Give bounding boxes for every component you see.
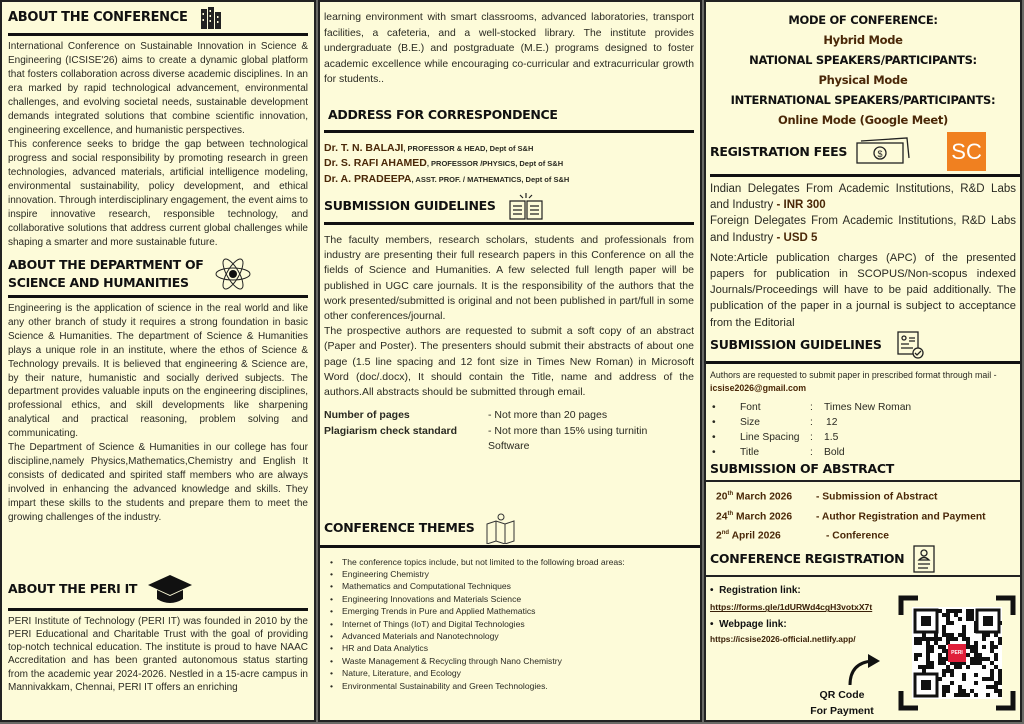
- paragraph: Engineering is the application of science in the real world and like any other branch of study it requires a strong foundation in basic Science & Humanities. The department of Science & Humanities plays a unique role in an institute, where the ethos of Science & Technology prevails. It is believed that engineering & Science are, by their nature, humanistic and socially derived subjects. The department provides valuable inputs on the engineering disciplines, professional ethics, and skill developments like sharpening analytical and practical reasoning, problem solving and communicating.: [8, 303, 308, 440]
- column-right: [704, 0, 1022, 722]
- about-conference-header: [8, 6, 308, 30]
- about-conference-text: [8, 40, 308, 250]
- column-middle: [318, 0, 702, 722]
- fee-amount: - INR 300: [776, 199, 826, 212]
- submission-header: [324, 191, 694, 221]
- svg-text:$: $: [877, 148, 883, 159]
- column-left: [0, 0, 316, 722]
- spec-row: [324, 424, 694, 455]
- format-label: Line Spacing: [740, 431, 800, 443]
- theme-item: • The conference topics include, but not limited to the following broad areas:: [330, 556, 694, 568]
- mode-label: NATIONAL SPEAKERS/PARTICIPANTS:: [749, 53, 977, 67]
- webpage-link-label: Webpage link:: [719, 619, 787, 631]
- map-icon: [484, 512, 518, 544]
- fee-text: Indian Delegates From Academic Institutions, R&D Labs and Industry: [710, 183, 1016, 212]
- fees-note: Note:Article publication charges (APC) of the presented papers for publication in SCOPUS/Non-scopus indexed Journals/Proceedings will have to be paid additionally. The publication of the paper in a journal is subject to acceptance from the Editorial: [710, 251, 1016, 329]
- date-row: [716, 525, 1016, 545]
- date-day: 2: [716, 530, 722, 542]
- curved-arrow-icon: [842, 651, 882, 687]
- building-icon: [198, 7, 224, 29]
- format-item: • Size : 12: [712, 416, 838, 428]
- qr-logo: PERI: [948, 644, 966, 662]
- theme-item: • Advanced Materials and Nanotechnology: [330, 630, 694, 642]
- divider: [324, 222, 694, 225]
- document-check-icon: [896, 331, 926, 359]
- sc-badge: SC: [947, 132, 986, 171]
- id-card-icon: [912, 545, 936, 573]
- heading-line: ABOUT THE DEPARTMENT OF: [8, 257, 204, 272]
- submission-heading: SUBMISSION GUIDELINES: [324, 198, 496, 213]
- format-item: • Font : Times New Roman: [712, 401, 912, 413]
- theme-item: • Nature, Literature, and Ecology: [330, 667, 694, 679]
- qr-caption-line: QR Code: [819, 689, 865, 702]
- divider: [320, 545, 700, 548]
- date-suffix: th: [727, 490, 734, 497]
- contact-role: , PROFESSOR /PHYSICS, Dept of S&H: [426, 159, 564, 168]
- registration-area: [710, 577, 1016, 716]
- about-department-text: [8, 302, 308, 525]
- money-icon: [855, 137, 911, 167]
- spec-value: - Not more than 15% using turnitin Software: [488, 424, 648, 453]
- paragraph: International Conference on Sustainable Innovation in Science & Engineering (ICSISE'26) aims to create a dynamic global platform that fosters collaboration across diverse academic disciplines. In an era marked by rapid technological advancement, environmental challenges, and evolving societal needs, sustainable development demands integrated solutions that combine scientific innovation, engineering excellence, and humanistic perspectives.: [8, 41, 308, 136]
- format-list: [710, 400, 1016, 460]
- themes-header: [324, 512, 694, 544]
- spec-label: Plagiarism check standard: [324, 424, 458, 437]
- format-label: Title: [740, 446, 760, 458]
- divider: [706, 361, 1020, 364]
- submission-text: [324, 233, 694, 400]
- open-book-icon: [506, 191, 546, 221]
- mode-value: Hybrid Mode: [823, 33, 903, 47]
- fees-list: [710, 181, 1016, 246]
- qr-caption: [802, 687, 882, 719]
- format-value: 12: [826, 416, 838, 428]
- date-month: March 2026: [736, 511, 793, 523]
- about-department-heading: [8, 256, 204, 292]
- graduation-cap-icon: [147, 573, 193, 605]
- theme-item: • Engineering Innovations and Materials Science: [330, 593, 694, 605]
- about-peri-heading: ABOUT THE PERI IT: [8, 580, 138, 596]
- paragraph: The prospective authors are requested to submit a soft copy of an abstract (Paper and Poster). The presenters should submit their abstracts of about one page (1.5 line spacing and 12 font size in Times New Roman) in Microsoft Word (doc/.docx), It should contain the Title, name and address of the authors.All abstracts should be submitted through email.: [324, 325, 694, 399]
- divider: [706, 480, 1020, 482]
- fees-header: [710, 132, 1016, 171]
- theme-item: • Environmental Sustainability and Green Technologies.: [330, 680, 694, 692]
- date-day: 24: [716, 511, 728, 523]
- qr-caption-line: For Payment: [810, 705, 874, 718]
- format-heading: SUBMISSION GUIDELINES: [710, 336, 882, 352]
- registration-link-label: Registration link:: [719, 585, 801, 597]
- themes-list: [324, 556, 694, 692]
- about-conference-heading: ABOUT THE CONFERENCE: [8, 10, 188, 25]
- format-label: Size: [740, 416, 761, 428]
- theme-item: • Engineering Chemistry: [330, 568, 694, 580]
- address-heading: ADDRESS FOR CORRESPONDENCE: [328, 106, 558, 122]
- fee-row: [710, 213, 1016, 245]
- divider: [8, 608, 308, 611]
- atom-icon: [214, 256, 252, 292]
- format-value: Times New Roman: [824, 401, 912, 413]
- format-header: [710, 331, 1016, 359]
- date-day: 20: [716, 491, 728, 503]
- theme-item: • Internet of Things (IoT) and Digital Technologies: [330, 618, 694, 630]
- contact-role: , PROFESSOR & HEAD, Dept of S&H: [403, 143, 534, 153]
- contact-item: [324, 141, 694, 157]
- contact-item: [324, 172, 694, 188]
- theme-item: • Emerging Trends in Pure and Applied Mathematics: [330, 605, 694, 617]
- submission-specs: [324, 408, 694, 455]
- format-item: • Title : Bold: [712, 446, 845, 458]
- theme-item: • Mathematics and Computational Techniques: [330, 580, 694, 592]
- spec-row: [324, 408, 694, 424]
- format-value: Bold: [824, 446, 845, 458]
- contact-role: , ASST. PROF. / MATHEMATICS, Dept of S&H: [411, 174, 570, 184]
- links: • Registration link: https://forms.gle/1dURWd4cgH3votxX7t • Webpage link: https://icsise2026-official.netlify.app/: [710, 583, 892, 647]
- date-event: - Conference: [826, 530, 889, 542]
- registration-header: [710, 545, 1016, 573]
- paragraph: The Department of Science & Humanities in our college has four discipline,namely Physics,Mathematics,Chemistry and English It consists of dedicated and spirited staff members who are always involved in enhancing the advanced knowledge and skills. They impart these skills to the students and prepare them to meet the growing challenges of the industry.: [8, 442, 308, 523]
- format-value: 1.5: [824, 431, 839, 443]
- about-peri-text: PERI Institute of Technology (PERI IT) was founded in 2010 by the PERI Educational and Charitable Trust with the goal of providing top-notch technical education. The institute is proud to have NAAC Accreditation and has been granted autonomous status starting from the academic year 2024-2026. Nestled in a 15-acre campus in Mannivakkam, Chennai, PERI IT offers an enriching: [8, 615, 308, 693]
- payment-qr-code[interactable]: [898, 595, 1016, 711]
- fee-row: [710, 181, 1016, 213]
- spec-value: - Not more than 20 pages: [488, 409, 608, 422]
- contact-item: [324, 156, 694, 172]
- date-event: - Author Registration and Payment: [816, 511, 986, 523]
- date-month: April 2026: [731, 530, 781, 542]
- paragraph: The faculty members, research scholars, students and professionals from industry are presenting their full research papers in this Conference on all the fields of Science and Humanities. A few selected full length paper will be published in UGC care journals. It is the responsibility of the authors that the work presented/submitted is original and not been published in part/full in some other conferences/journal.: [324, 234, 694, 323]
- contacts-list: [324, 141, 694, 188]
- conference-mode: [710, 10, 1016, 130]
- date-suffix: th: [727, 510, 734, 517]
- fees-heading: REGISTRATION FEES: [710, 143, 848, 159]
- mode-label: MODE OF CONFERENCE:: [788, 13, 938, 27]
- about-peri-header: [8, 567, 308, 605]
- themes-heading: CONFERENCE THEMES: [324, 519, 475, 535]
- webpage-link[interactable]: https://icsise2026-official.netlify.app/: [710, 634, 856, 645]
- abstract-heading: SUBMISSION OF ABSTRACT: [710, 460, 894, 476]
- about-department-header: [8, 256, 308, 292]
- date-row: [716, 486, 1016, 506]
- date-event: - Submission of Abstract: [816, 491, 938, 503]
- divider: [8, 33, 308, 36]
- registration-link[interactable]: https://forms.gle/1dURWd4cgH3votxX7t: [710, 602, 873, 613]
- contact-name: Dr. A. PRADEEPA: [324, 172, 412, 185]
- divider: [324, 130, 694, 133]
- mode-label: INTERNATIONAL SPEAKERS/PARTICIPANTS:: [730, 93, 996, 107]
- contact-name: Dr. S. RAFI AHAMED: [324, 157, 427, 169]
- registration-heading: CONFERENCE REGISTRATION: [710, 551, 905, 567]
- fee-text: Foreign Delegates From Academic Institutions, R&D Labs and Industry: [710, 215, 1016, 244]
- mode-value: Online Mode (Google Meet): [778, 113, 948, 127]
- address-header: [324, 106, 694, 124]
- divider: [8, 295, 308, 298]
- format-item: • Line Spacing : 1.5: [712, 431, 839, 443]
- about-peri-continued: learning environment with smart classrooms, advanced laboratories, transport facilities, a cafeteria, and a well-stocked library. The institute provides undergraduate (B.E.) and postgraduate (M.E.) programs designed to foster academic excellence while encouraging co-curricular and extracurricular growth for students..: [324, 12, 694, 85]
- spec-label: Number of pages: [324, 409, 410, 422]
- theme-item: • Waste Management & Recycling through Nano Chemistry: [330, 655, 694, 667]
- email-address[interactable]: icsise2026@gmail.com: [710, 383, 807, 394]
- date-row: [716, 506, 1016, 526]
- paragraph: This conference seeks to bridge the gap between technological progress and social responsibility by promoting research in green technologies, advanced materials, artificial intelligence modeling, environmental sustainability, policy development, and ethical innovation. Through interdisciplinary engagement, the event aims to inspire innovative research, responsible technology, and collaborative solutions that address current global challenges while shaping a smarter and more sustainable future.: [8, 139, 308, 248]
- mode-value: Physical Mode: [818, 73, 908, 87]
- dates-list: [710, 486, 1016, 545]
- divider: [710, 174, 1020, 177]
- abstract-header: [710, 460, 1016, 478]
- fee-amount: - USD 5: [776, 231, 818, 244]
- date-month: March 2026: [736, 491, 793, 503]
- theme-item: • HR and Data Analytics: [330, 642, 694, 654]
- format-intro: [710, 369, 1016, 396]
- format-intro-text: Authors are requested to submit paper in prescribed format through mail -: [710, 369, 997, 380]
- contact-name: Dr. T. N. BALAJI: [324, 141, 404, 154]
- format-label: Font: [740, 401, 761, 413]
- heading-line: SCIENCE AND HUMANITIES: [8, 275, 189, 290]
- date-suffix: nd: [721, 530, 730, 537]
